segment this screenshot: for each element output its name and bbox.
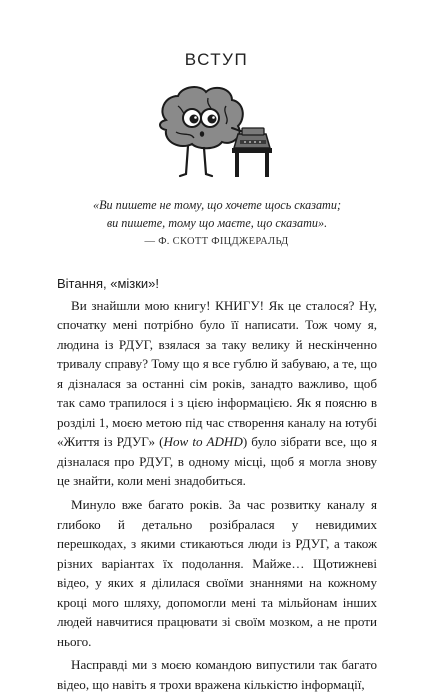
body-text — [57, 274, 377, 694]
epigraph-quote — [60, 196, 374, 232]
paragraph-1: Ви знайшли мою книгу! КНИГУ! Як це сталося? Ну, спочатку мені потрібно було її написати. Тож чому я, людина із РДУГ, взялася за таку велику й нескінченно тривалу справу? Тому що я все гублю й забуваю, а те, що я дізналася за останні сім років, занадто важливо, щоб так само трапилося і з цією інформацією. Як я поясню в розділі 1, моєю метою під час створення каналу на ютубі «Життя із РДУГ» (How to ADHD) було зібрати все, що я дізналася про РДУГ, в одному місці, щоб я могла знову це знайти, коли мені знадобиться. — [57, 297, 377, 489]
channel-name-english: How to ADHD — [163, 434, 243, 450]
chapter-title: ВСТУП — [184, 50, 249, 69]
greeting: Вітання, «мізки»! — [57, 276, 160, 291]
epigraph-author: — Ф. СКОТТ ФІЦДЖЕРАЛЬД — [144, 236, 289, 247]
epigraph-line-2: ви пишете, тому що маєте, що сказати». — [106, 216, 328, 230]
epigraph-line-1: «Ви пишете не тому, що хочете щось сказати; — [92, 198, 342, 212]
paragraph-2: Минуло вже багато років. За час розвитку каналу я глибоко й детально розібралася у невидимих перешкодах, з якими стикаються люди із РДУГ, а також різних варіантах їх подолання. Майже… Щотижневі відео, у яких я ділилася своїми знаннями на кожному кроці мого шляху, допомогли мені та мільйонам інших людей навчитися працювати зі своїм мозком, а не проти нього. — [57, 497, 377, 649]
paragraph-3: Насправді ми з моєю командою випустили так багато відео, що навіть я трохи вражена кількістю інформації, — [57, 657, 377, 692]
brain-character-with-typewriter-icon — [146, 82, 276, 182]
